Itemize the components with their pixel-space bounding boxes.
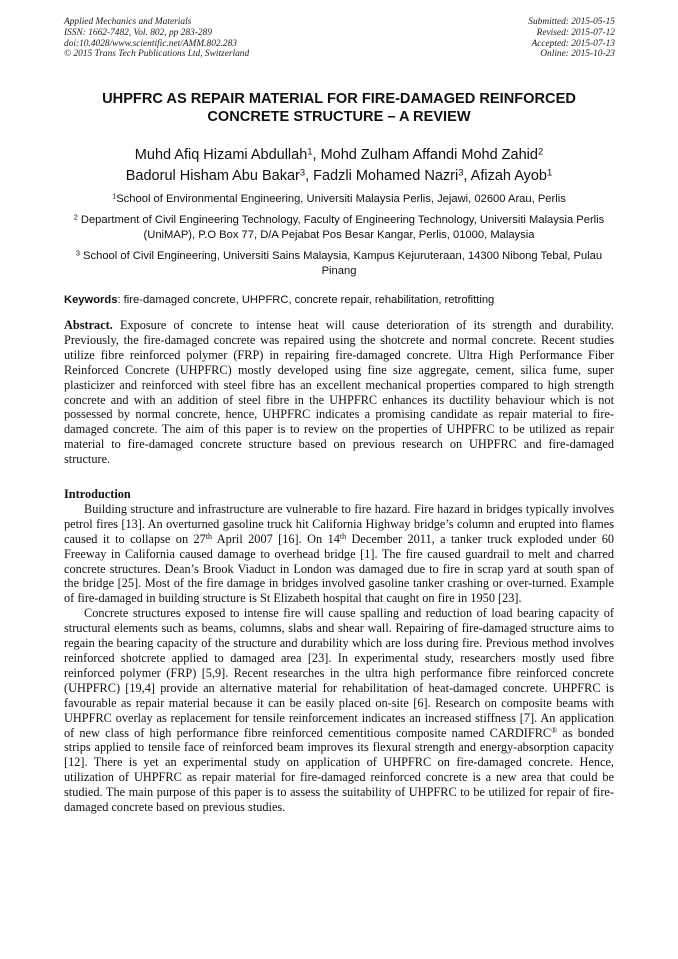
affiliation-list (66, 192, 612, 285)
affiliation-3 (66, 249, 612, 279)
revised-date: Revised: 2015-07-12 (536, 27, 615, 38)
ordinal-suffix: th (205, 531, 213, 541)
journal-name: Applied Mechanics and Materials (64, 17, 192, 27)
introduction-paragraph-2 (64, 606, 614, 815)
ordinal-suffix: th (339, 531, 347, 541)
online-date: Online: 2015-10-23 (540, 49, 615, 60)
issn-line: ISSN: 1662-7482, Vol. 802, pp 283-289 (64, 27, 212, 38)
introduction-heading: Introduction (64, 487, 131, 501)
publication-dates (528, 17, 615, 60)
author-affiliation-mark: 2 (537, 145, 544, 157)
keywords-text: : fire-damaged concrete, UHPFRC, concrete repair, rehabilitation, retrofitting (117, 294, 495, 306)
affiliation-text: School of Environmental Engineering, Universiti Malaysia Perlis, Jejawi, 02600 Arau, Perlis (116, 193, 566, 205)
author-name: Muhd Afiq Hizami Abdullah (134, 147, 308, 163)
author-name: , Afizah Ayob (463, 167, 547, 184)
paragraph-text: as bonded strips applied to tensile face of reinforced beam improves its flexural strength and energy-absorption capacity [12]. There is yet an experimental study on application of UHPFRC on fire-damaged concrete. Hence, utilization of UHPFRC as repair material for fire-damaged reinforced concrete is a new area that could be studied. The main purpose of this paper is to assess the suitability of UHPFRC to be utilized for repair of fire-damaged concrete based on previous studies. (64, 725, 615, 815)
registered-mark: ® (551, 725, 558, 735)
paper-title: UHPFRC AS REPAIR MATERIAL FOR FIRE-DAMAGED REINFORCED CONCRETE STRUCTURE – A REVIEW (102, 91, 576, 125)
doi-line: doi:10.4028/www.scientific.net/AMM.802.283 (64, 38, 237, 49)
author-affiliation-mark: 3 (458, 165, 464, 177)
copyright-line: © 2015 Trans Tech Publications Ltd, Switzerland (64, 49, 250, 60)
paragraph-text: Building structure and infrastructure are vulnerable to fire hazard. Fire hazard in bridges typically involves petrol fires [13]. An overturned gasoline truck hit California Highway bridge’s column and erupted into flames caused it to collapse on 27 (64, 501, 614, 546)
keywords-label: Keywords (64, 294, 118, 306)
abstract-text: Exposure of concrete to intense heat will cause deterioration of its strength and durability. Previously, the fire-damaged concrete was repaired using the shotcrete and normal concrete. Recent studies utilize fibre reinforced polymer (FRP) in repairing fire-damaged concrete. Ultra High Performance Fiber Reinforced Concrete (UHPFRC) mostly developed using fine size aggregate, cement, silica fume, super plasticizer and reinforced with steel fibre has an excellent mechanical properties compared to high strength concrete and with an addition of steel fibre in the UHPFRC enhances its ductility behaviour which is not possessed by normal concrete, hence, UHPFRC indicates a promising candidate as repair material to fire-damaged concrete. The aim of this paper is to review on the properties of UHPFRC to be utilized as repair material to fire-damaged concrete structure based on previous research on UHPFRC and fire-damaged structure. (64, 318, 614, 467)
introduction-paragraph-1 (64, 502, 614, 606)
affiliation-mark: 1 (112, 191, 117, 201)
affiliation-mark: 3 (75, 248, 80, 258)
author-name: , Fadzli Mohamed Nazri (305, 167, 459, 184)
keywords-line (64, 293, 614, 307)
affiliation-text: School of Civil Engineering, Universiti Sains Malaysia, Kampus Kejuruteraan, 14300 Nibong Tebal, Pulau Pinang (79, 250, 603, 277)
affiliation-1 (66, 192, 612, 207)
journal-info (64, 17, 249, 60)
abstract-label: Abstract. (64, 318, 113, 332)
affiliation-mark: 2 (73, 212, 78, 222)
paragraph-text: December 2011, a tanker truck exploded under 60 Freeway in California caused damage to overhead bridge [1]. The fire caused guardrail to melt and charred concrete structures. Dean’s Brook Viaduct in London was damaged due to fire in scrap yard at south span of the bridge [25]. Most of the fire damage in bridges involved gasoline tanker crashing or over-turned. Example of fire-damaged in building structure is St Elizabeth hospital that caught on fire in 1950 [23]. (64, 531, 614, 606)
author-affiliation-mark: 1 (307, 145, 313, 157)
affiliation-text: Department of Civil Engineering Technology, Faculty of Engineering Technology, Universiti Malaysia Perlis (UniMAP), P.O Box 77, D/A Pejabat Pos Besar Kangar, Perlis, 01000, Malaysia (77, 214, 605, 241)
author-name: Badorul Hisham Abu Bakar (125, 167, 300, 184)
introduction-section (64, 487, 614, 815)
paragraph-text: Concrete structures exposed to intense fire will cause spalling and reduction of load bearing capacity of structural elements such as beams, columns, slabs and shear wall. Repairing of fire-damaged structure aims to regain the bearing capacity of the structure and durability which are loss during fire. Previous method involves reinforced shotcrete applied to damaged area [23]. In experimental study, researchers mostly used fibre reinforced polymer (FRP) [5,9]. Recent researches in the ultra high performance fibre reinforced concrete (UHPFRC) [19,4] provide an alternative material for rehabilitation of heat-damaged concrete. UHPFRC is favourable as repair material because it can be easily placed on-site [6]. Research on composite beams with UHPFRC overlay as replacement for tensile reinforcement indicates an increased stiffness [7]. An application of new class of high performance fibre reinforced cementitious composite named CARDIFRC (64, 606, 614, 740)
paragraph-text: April 2007 [16]. On 14 (212, 531, 340, 546)
author-list (60, 145, 618, 186)
author-affiliation-mark: 3 (299, 165, 306, 177)
author-affiliation-mark: 1 (547, 165, 553, 177)
abstract-section (64, 318, 614, 467)
author-name: , Mohd Zulham Affandi Mohd Zahid (312, 147, 538, 163)
accepted-date: Accepted: 2015-07-13 (531, 38, 615, 49)
affiliation-2 (66, 213, 612, 243)
submitted-date: Submitted: 2015-05-15 (528, 17, 615, 27)
